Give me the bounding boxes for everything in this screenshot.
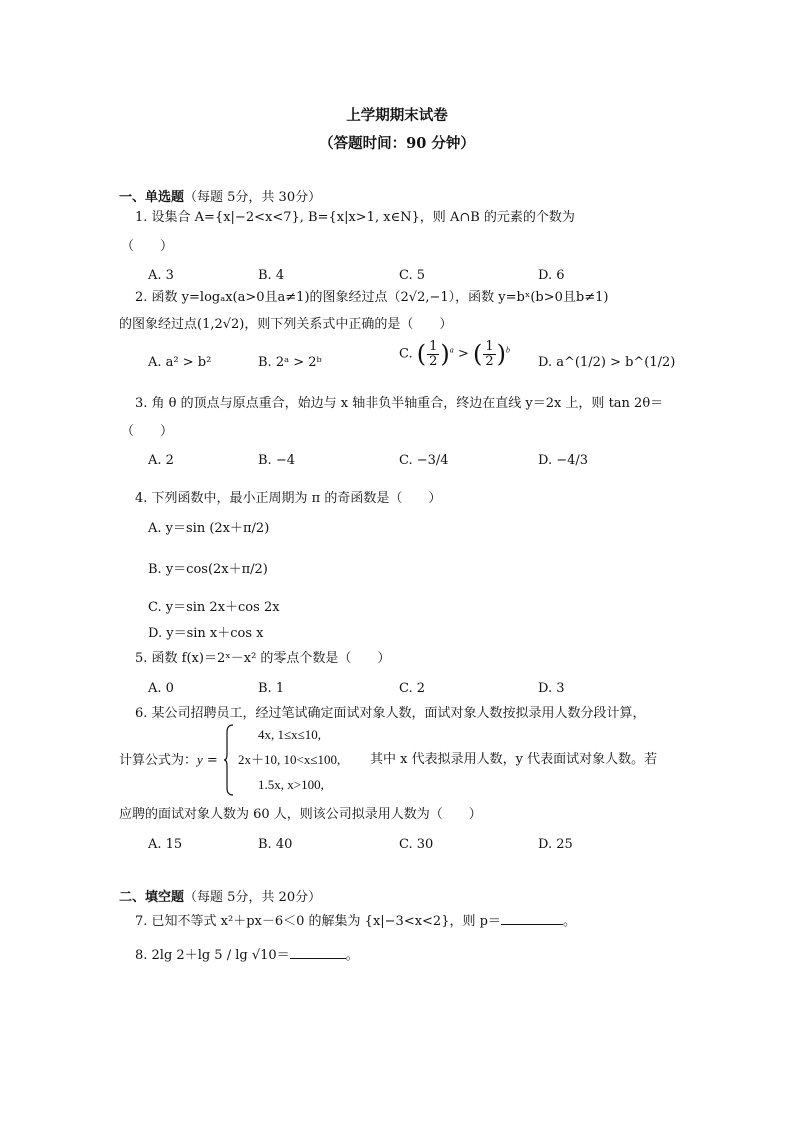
question-7-stem: 7. 已知不等式 x²＋px－6＜0 的解集为 {x|−3<x<2}，则 p＝ [135, 914, 501, 929]
question-3-option-c: C. −3/4 [399, 453, 449, 468]
paren-glyph: ) [440, 340, 450, 369]
question-6-option-d: D. 25 [538, 837, 573, 852]
question-2-option-c: C. ( $\frac{1}{2}$ )$^a$ > ( $\frac{1}{2}$ )$^b$ [399, 339, 511, 369]
greater-than-symbol: > [457, 346, 469, 362]
section-note: （每题 5分，共 30分） [184, 190, 322, 205]
question-4-option-b: B. y＝cos(2x＋π/2) [148, 562, 268, 577]
question-3-option-b: B. −4 [258, 453, 295, 468]
fraction-half: $\frac{1}{2}$ [485, 339, 494, 369]
answer-blank-7[interactable] [501, 912, 563, 925]
question-4-option-c: C. y＝sin 2x＋cos 2x [148, 600, 280, 615]
question-5-option-c: C. 2 [399, 681, 426, 696]
question-5-option-b: B. 1 [258, 681, 285, 696]
question-1-option-a: A. 3 [148, 268, 174, 283]
question-1-paren: （ ） [121, 239, 174, 254]
fraction-half: $\frac{1}{2}$ [429, 339, 438, 369]
question-2-option-b: B. 2ᵃ > 2ᵇ [258, 355, 322, 370]
section-heading-single-choice [119, 186, 321, 205]
question-1-option-b: B. 4 [258, 268, 285, 283]
question-3-paren: （ ） [121, 424, 174, 439]
question-6-option-a: A. 15 [148, 837, 183, 852]
question-4-option-a: A. y＝sin (2x＋π/2) [148, 521, 270, 536]
piecewise-brace [224, 724, 232, 794]
question-6-option-c: C. 30 [399, 837, 434, 852]
question-5-option-a: A. 0 [148, 681, 174, 696]
question-6-line-3: 应聘的面试对象人数为 60 人，则该公司拟录用人数为（ ） [119, 807, 482, 822]
question-1-option-c: C. 5 [399, 268, 426, 283]
question-3-option-d: D. −4/3 [538, 453, 589, 468]
question-6-formula-tail: 其中 x 代表拟录用人数，y 代表面试对象人数。若 [370, 752, 658, 767]
paren-glyph: ) [496, 340, 507, 369]
section-title: 二、填空题 [119, 890, 185, 905]
question-2-line-2: 的图象经过点(1,2√2)，则下列关系式中正确的是（ ） [119, 317, 453, 332]
question-1-stem: 1. 设集合 A={x|−2<x<7}, B={x|x>1, x∈N}，则 A∩B 的元素的个数为 [135, 210, 575, 225]
formula-lead-text: 计算公式为： [119, 753, 198, 768]
question-2-option-a: A. a² > b² [148, 355, 212, 370]
option-c-label: C. [399, 346, 413, 362]
piecewise-case-2: 2x＋10, 10<x≤100, [238, 752, 341, 767]
question-3-option-a: A. 2 [148, 453, 174, 468]
question-2-option-d: D. a^(1/2) > b^(1/2) [538, 355, 676, 370]
piecewise-case-1: 4x, 1≤x≤10, [258, 727, 322, 742]
answer-blank-8[interactable] [290, 946, 346, 959]
section-title: 一、单选题 [119, 190, 185, 205]
question-3-stem: 3. 角 θ 的顶点与原点重合，始边与 x 轴非负半轴重合，终边在直线 y＝2x 上，则 tan 2θ＝ [135, 396, 664, 411]
question-5-stem: 5. 函数 f(x)＝2ˣ－x² 的零点个数是（ ） [135, 651, 391, 666]
question-2-line-1: 2. 函数 y=logₐx(a>0且a≠1)的图象经过点（2√2,−1），函数 y=bˣ(b>0且b≠1) [135, 290, 609, 305]
piecewise-case-3: 1.5x, x>100, [258, 777, 324, 792]
section-note: （每题 5分，共 20分） [184, 890, 322, 905]
paren-glyph: ( [472, 340, 483, 369]
section-heading-fill-blank [119, 886, 321, 905]
page-title: 上学期期末试卷 [346, 107, 448, 124]
question-6-line-1: 6. 某公司招聘员工，经过笔试确定面试对象人数，面试对象人数按拟录用人数分段计算， [135, 706, 646, 721]
question-8-stem: 8. 2lg 2＋lg 5 / lg √10＝ [135, 948, 290, 963]
question-7 [135, 912, 576, 930]
question-4-option-d: D. y＝sin x＋cos x [148, 626, 264, 641]
question-6-option-b: B. 40 [258, 837, 293, 852]
question-5-option-d: D. 3 [538, 681, 565, 696]
question-6-formula-lead: 计算公式为：y = [119, 752, 218, 768]
question-1-option-d: D. 6 [538, 268, 565, 283]
question-8 [135, 946, 359, 964]
question-4-stem: 4. 下列函数中，最小正周期为 π 的奇函数是（ ） [135, 491, 442, 506]
question-8-end: 。 [345, 948, 359, 963]
page-subtitle: （答题时间：90 分钟） [319, 135, 475, 152]
paren-glyph: ( [416, 340, 427, 369]
question-7-end: 。 [562, 914, 576, 929]
